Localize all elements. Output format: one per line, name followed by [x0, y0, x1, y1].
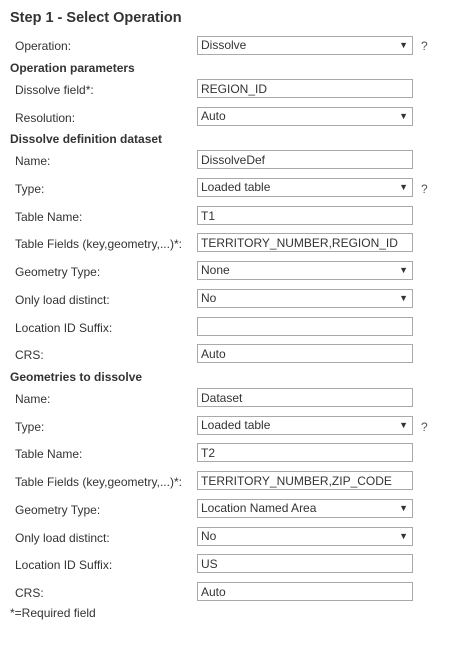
chevron-down-icon: ▼ — [399, 40, 408, 50]
chevron-down-icon: ▼ — [399, 293, 408, 303]
section-operation-parameters: Operation parameters — [10, 61, 135, 75]
dissolve-field-label: Dissolve field*: — [15, 83, 94, 97]
geo-table-name-label: Table Name: — [15, 447, 83, 461]
def-geometry-type-select[interactable] — [197, 261, 413, 280]
def-type-label: Type: — [15, 182, 45, 196]
operation-select-value: Dissolve — [201, 38, 247, 52]
def-crs-input[interactable] — [197, 344, 413, 363]
operation-help-icon[interactable]: ? — [421, 39, 428, 53]
geo-crs-input[interactable] — [197, 582, 413, 601]
geo-location-id-suffix-label: Location ID Suffix: — [15, 558, 113, 572]
def-only-load-distinct-select-value: No — [201, 291, 217, 305]
def-name-input[interactable] — [197, 150, 413, 169]
def-geometry-type-select-value: None — [201, 263, 230, 277]
chevron-down-icon: ▼ — [399, 420, 408, 430]
geo-type-select-value: Loaded table — [201, 418, 271, 432]
dissolve-field-input[interactable] — [197, 79, 413, 98]
def-type-select[interactable] — [197, 178, 413, 197]
geo-name-label: Name: — [15, 392, 51, 406]
resolution-label: Resolution: — [15, 111, 76, 125]
def-location-id-suffix-label: Location ID Suffix: — [15, 321, 113, 335]
def-type-select-value: Loaded table — [201, 180, 271, 194]
resolution-select[interactable] — [197, 107, 413, 126]
def-only-load-distinct-select[interactable] — [197, 289, 413, 308]
chevron-down-icon: ▼ — [399, 265, 408, 275]
def-geometry-type-label: Geometry Type: — [15, 265, 101, 279]
def-location-id-suffix-input[interactable] — [197, 317, 413, 336]
geo-type-select[interactable] — [197, 416, 413, 435]
def-table-name-input[interactable] — [197, 206, 413, 225]
def-table-name-label: Table Name: — [15, 210, 83, 224]
geo-location-id-suffix-input[interactable] — [197, 554, 413, 573]
def-type-help-icon[interactable]: ? — [421, 182, 428, 196]
def-name-label: Name: — [15, 154, 51, 168]
geo-only-load-distinct-label: Only load distinct: — [15, 531, 110, 545]
geo-geometry-type-select[interactable] — [197, 499, 413, 518]
def-table-fields-label: Table Fields (key,geometry,...)*: — [15, 237, 182, 251]
chevron-down-icon: ▼ — [399, 531, 408, 541]
operation-label: Operation: — [15, 39, 72, 53]
def-crs-label: CRS: — [15, 348, 44, 362]
geo-type-label: Type: — [15, 420, 45, 434]
resolution-select-value: Auto — [201, 109, 226, 123]
operation-select[interactable] — [197, 36, 413, 55]
geo-name-input[interactable] — [197, 388, 413, 407]
section-geometries: Geometries to dissolve — [10, 370, 143, 384]
geo-crs-label: CRS: — [15, 586, 44, 600]
def-only-load-distinct-label: Only load distinct: — [15, 293, 110, 307]
required-field-note: *=Required field — [10, 606, 96, 620]
page-title: Step 1 - Select Operation — [10, 10, 182, 26]
geo-only-load-distinct-select[interactable] — [197, 527, 413, 546]
geo-table-name-input[interactable] — [197, 443, 413, 462]
geo-table-fields-label: Table Fields (key,geometry,...)*: — [15, 475, 182, 489]
geo-geometry-type-label: Geometry Type: — [15, 503, 101, 517]
geo-table-fields-input[interactable] — [197, 471, 413, 490]
chevron-down-icon: ▼ — [399, 182, 408, 192]
section-definition-dataset: Dissolve definition dataset — [10, 132, 163, 146]
chevron-down-icon: ▼ — [399, 111, 408, 121]
geo-only-load-distinct-select-value: No — [201, 529, 217, 543]
chevron-down-icon: ▼ — [399, 503, 408, 513]
geo-type-help-icon[interactable]: ? — [421, 420, 428, 434]
def-table-fields-input[interactable] — [197, 233, 413, 252]
geo-geometry-type-select-value: Location Named Area — [201, 501, 317, 515]
